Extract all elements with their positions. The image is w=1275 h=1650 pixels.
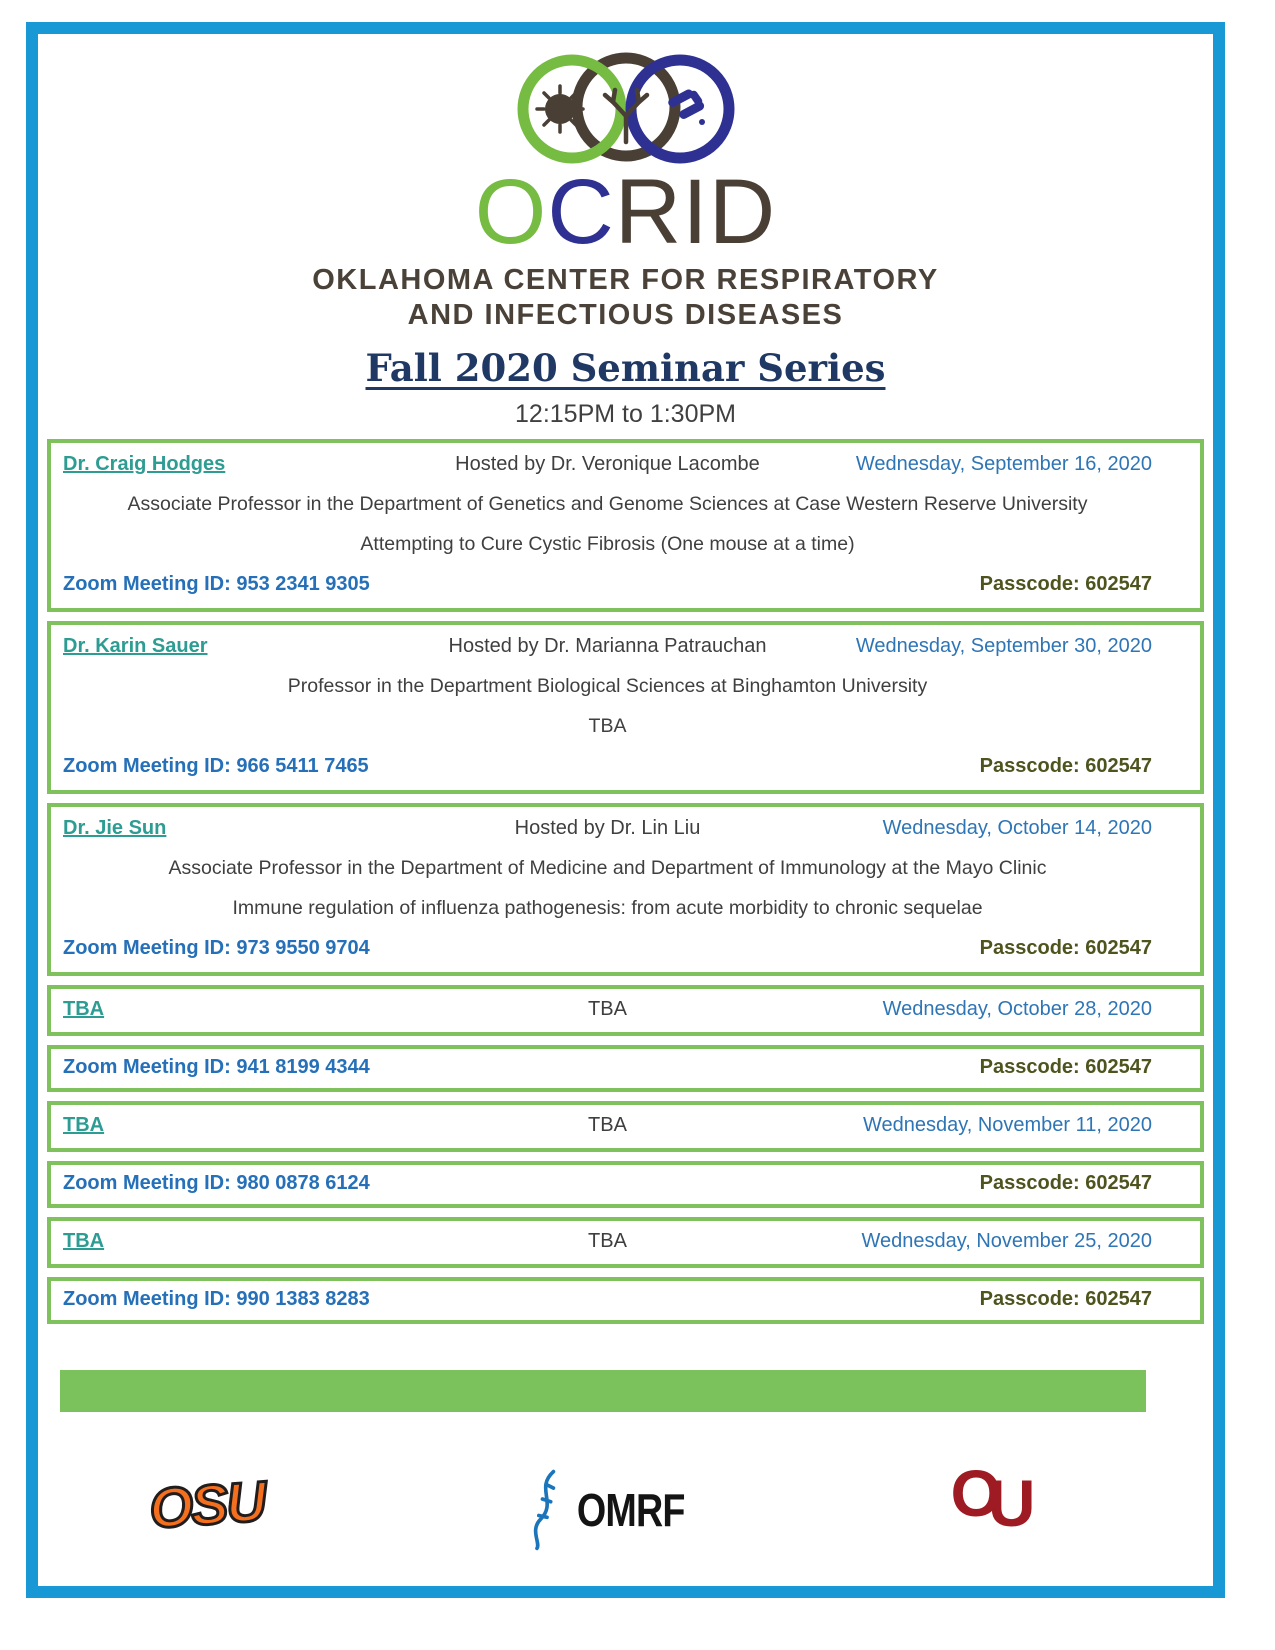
- omrf-logo: [526, 1464, 696, 1556]
- speaker-description: Associate Professor in the Department of Medicine and Department of Immunology at the Mayo Clinic: [168, 856, 1047, 879]
- speaker-link[interactable]: TBA: [63, 1113, 105, 1136]
- ou-logo-letter-o: O: [950, 1455, 1002, 1530]
- time-range: 12:15PM to 1:30PM: [515, 399, 736, 428]
- org-name-line2: AND INFECTIOUS DISEASES: [407, 299, 844, 332]
- seminar-group-5: [47, 1101, 1204, 1208]
- passcode: Passcode: 602547: [979, 754, 1152, 777]
- osu-logo: [120, 1466, 294, 1543]
- ocrid-wordmark: [38, 161, 1213, 263]
- seminar-date: Wednesday, September 30, 2020: [855, 634, 1152, 657]
- seminar-group-6: [47, 1217, 1204, 1324]
- hosted-by-text: Hosted by Dr. Marianna Patrauchan: [448, 634, 767, 657]
- speaker-description: Associate Professor in the Department of Genetics and Genome Sciences at Case Western Reserve University: [127, 492, 1088, 515]
- seminar-date: Wednesday, November 25, 2020: [861, 1229, 1152, 1252]
- org-name: [38, 263, 1213, 334]
- seminar-box-1: [47, 439, 1204, 612]
- speaker-link[interactable]: Dr. Karin Sauer: [63, 634, 208, 657]
- seminar-box-2: [47, 621, 1204, 794]
- hosted-by-text: TBA: [588, 997, 627, 1020]
- dna-helix-icon: [526, 1464, 563, 1556]
- zoom-meeting-id: Zoom Meeting ID: 990 1383 8283: [63, 1287, 370, 1310]
- zoom-meeting-id: Zoom Meeting ID: 980 0878 6124: [63, 1171, 370, 1194]
- talk-title: Attempting to Cure Cystic Fibrosis (One mouse at a time): [360, 532, 855, 555]
- zoom-meeting-id: Zoom Meeting ID: 953 2341 9305: [63, 572, 370, 595]
- seminar-box-6-zoom: [47, 1277, 1204, 1324]
- hosted-by-text: Hosted by Dr. Veronique Lacombe: [455, 452, 760, 475]
- seminar-date: Wednesday, September 16, 2020: [855, 452, 1152, 475]
- speaker-link[interactable]: TBA: [63, 1229, 105, 1252]
- seminar-box-5-zoom: [47, 1161, 1204, 1208]
- wordmark-letter-o: O: [474, 161, 548, 263]
- osu-logo-text: OSU: [147, 1468, 267, 1540]
- seminar-date: Wednesday, October 14, 2020: [882, 816, 1152, 839]
- zoom-meeting-id: Zoom Meeting ID: 973 9550 9704: [63, 936, 370, 959]
- seminar-date: Wednesday, October 28, 2020: [882, 997, 1152, 1020]
- ocrid-rings-logo: [502, 46, 750, 172]
- passcode: Passcode: 602547: [979, 572, 1152, 595]
- speaker-link[interactable]: Dr. Jie Sun: [63, 816, 167, 839]
- wordmark-letter-c: C: [547, 161, 615, 263]
- seminar-box-4-zoom: [47, 1045, 1204, 1092]
- zoom-meeting-id: Zoom Meeting ID: 966 5411 7465: [63, 754, 369, 777]
- ou-logo: [943, 1455, 1043, 1540]
- ou-logo-letter-u: U: [987, 1465, 1036, 1540]
- seminar-date: Wednesday, November 11, 2020: [862, 1113, 1152, 1136]
- passcode: Passcode: 602547: [979, 1171, 1152, 1194]
- seminar-group-4: [47, 985, 1204, 1092]
- org-name-line1: OKLAHOMA CENTER FOR RESPIRATORY: [312, 263, 939, 296]
- seminar-list: [38, 439, 1213, 1324]
- talk-title: TBA: [588, 714, 627, 737]
- seminar-box-5-header: [47, 1101, 1204, 1152]
- hosted-by-text: Hosted by Dr. Lin Liu: [514, 816, 701, 839]
- page-border-frame: [26, 22, 1225, 1598]
- series-title: Fall 2020 Seminar Series: [365, 345, 886, 390]
- passcode: Passcode: 602547: [979, 1055, 1152, 1078]
- omrf-logo-text: OMRF: [576, 1483, 685, 1536]
- passcode: Passcode: 602547: [979, 1287, 1152, 1310]
- talk-title: Immune regulation of influenza pathogenesis: from acute morbidity to chronic sequelae: [232, 896, 983, 919]
- seminar-box-3: [47, 803, 1204, 976]
- speaker-description: Professor in the Department Biological Sciences at Binghamton University: [287, 674, 928, 697]
- seminar-box-4-header: [47, 985, 1204, 1036]
- wordmark-letters-rid: RID: [614, 161, 777, 263]
- sponsor-logos: [38, 1454, 1213, 1584]
- passcode: Passcode: 602547: [979, 936, 1152, 959]
- virus-icon: [537, 86, 583, 132]
- green-divider-bar: [60, 1370, 1146, 1412]
- hosted-by-text: TBA: [588, 1113, 627, 1136]
- header: [38, 34, 1213, 429]
- speaker-link[interactable]: Dr. Craig Hodges: [63, 452, 226, 475]
- seminar-box-6-header: [47, 1217, 1204, 1268]
- zoom-meeting-id: Zoom Meeting ID: 941 8199 4344: [63, 1055, 370, 1078]
- speaker-link[interactable]: TBA: [63, 997, 105, 1020]
- hosted-by-text: TBA: [588, 1229, 627, 1252]
